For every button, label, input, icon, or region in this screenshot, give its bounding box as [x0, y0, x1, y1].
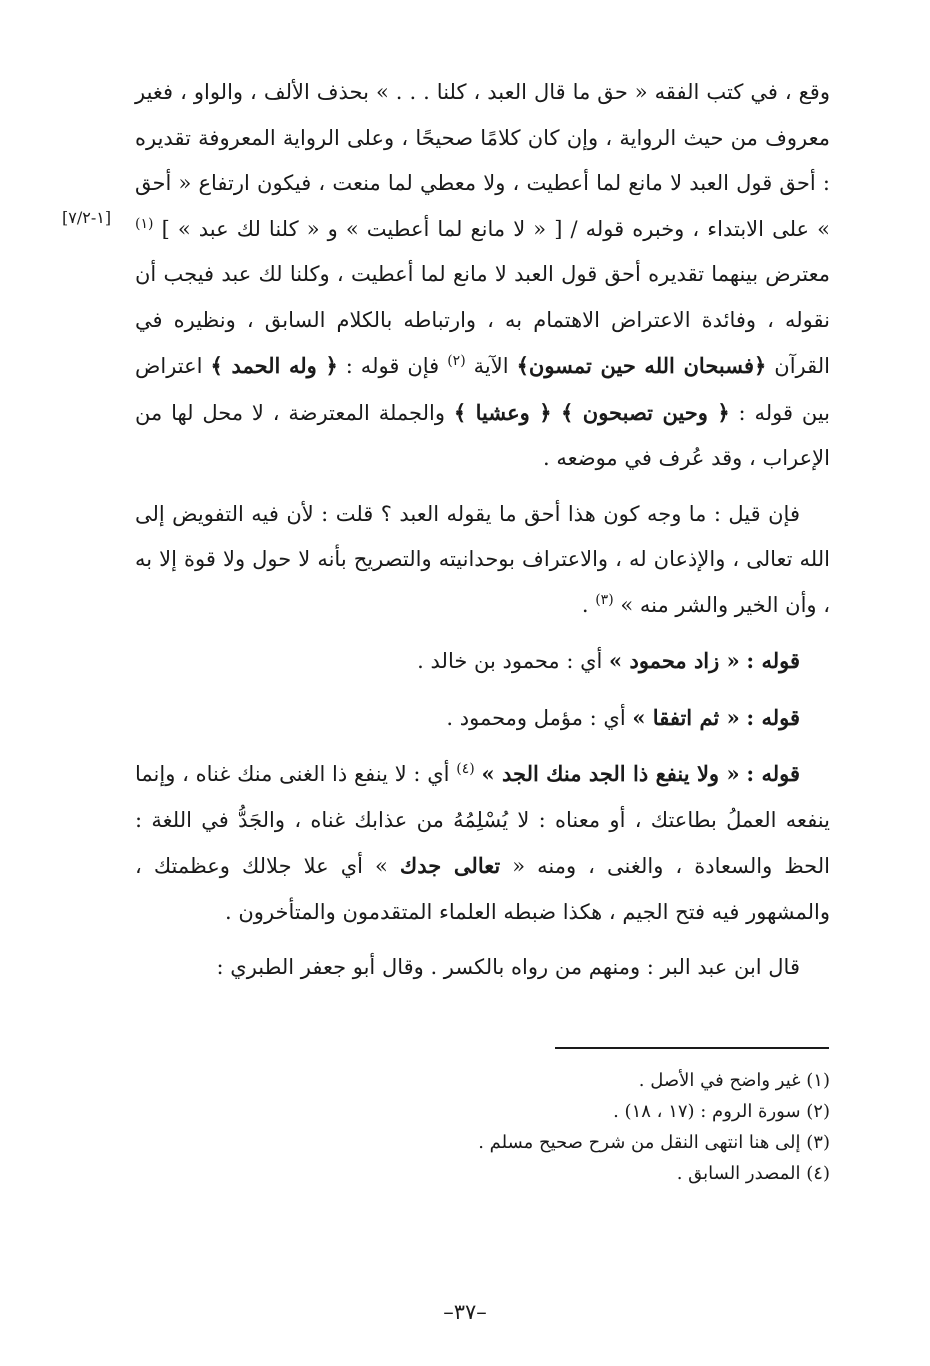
- main-text: [135, 70, 830, 991]
- footnote-3: (٣) إلى هنا انتهى النقل من شرح صحيح مسلم .: [478, 1132, 830, 1153]
- footnote-ref-3[interactable]: (٣): [595, 591, 614, 608]
- paragraph-4: قوله : « ثم اتفقا » أي : مؤمل ومحمود .: [446, 704, 800, 730]
- quran-quote: ﴿فسبحان الله حين تمسون﴾: [516, 353, 767, 378]
- paragraph-1: وقع ، في كتب الفقه « حق ما قال العبد ، كلنا . . . » بحذف الألف ، والواو ، فغير معروف من حيث الرواية ، وإن كان كلامًا صحيحًا ، وعلى الرواية المعروفة تقديره : أحق قول العبد لا مانع لما أعطيت ، ولا معطي لما منعت ، فيكون ارتفاع « أحق » على الابتداء ، وخبره قوله / [ « لا مانع لما أعطيت » و « كلنا لك عبد » ] $^{(١)}$ معترض بينهما تقديره أحق قول العبد لا مانع لما أعطيت ، وكلنا لك عبد فيجب أن نقوله ، وفائدة الاعتراض الاهتمام به ، وارتباطه بالكلام السابق ، ونظيره في القرآن ﴿فسبحان الله حين تمسون﴾ الآية $^{(٢)}$ فإن قوله : ﴿ وله الحمد ﴾ اعتراض بين قوله : ﴿ وحين تصبحون ﴾ ﴿ وعشيا ﴾ والجملة المعترضة ، لا محل لها من الإعراب ، وقد عُرف في موضعه .: [135, 80, 831, 470]
- hadith-quote: « ولا ينفع ذا الجد منك الجد »: [481, 761, 740, 786]
- hadith-quote: « زاد محمود »: [609, 648, 740, 673]
- footnote-4: (٤) المصدر السابق .: [676, 1163, 830, 1184]
- paragraph-6: قال ابن عبد البر : ومنهم من رواه بالكسر . وقال أبو جعفر الطبري :: [216, 955, 800, 979]
- footnote-ref-2[interactable]: (٢): [447, 353, 466, 369]
- paragraph-2: فإن قيل : ما وجه كون هذا أحق ما يقوله العبد ؟ قلت : لأن فيه التفويض إلى الله تعالى ، والإذعان له ، والاعتراف بوحدانيته والتصريح بأنه لا حول ولا قوة إلا به ، وأن الخير والشر منه » $^{(٣)}$ .: [135, 501, 830, 617]
- footnote-ref-4[interactable]: (٤): [456, 761, 475, 777]
- footnote-divider: [555, 1047, 829, 1049]
- paragraph-5: قوله : « ولا ينفع ذا الجد منك الجد » $^{(٤)}$ أي : لا ينفع ذا الغنى منك غناه ، وإنما ينفعه العملُ بطاعتك ، أو معناه : لا يُسْلِمُهُ من عذابك غناه ، والجَدُّ في اللغة : الحظ والسعادة ، والغنى ، ومنه « تعالى جدك » أي علا جلالك وعظمتك ، والمشهور فيه فتح الجيم ، هكذا ضبطه العلماء المتقدمون والمتأخرون .: [135, 761, 830, 924]
- footnote-1: (١) غير واضح في الأصل .: [638, 1070, 830, 1091]
- footnote-ref-1[interactable]: (١): [135, 215, 154, 232]
- quran-quote: ﴿ وحين تصبحون ﴾ ﴿ وعشيا ﴾: [453, 399, 730, 425]
- marginal-reference: [١-٧/٢]: [62, 208, 112, 227]
- paragraph-3: قوله : « زاد محمود » أي : محمود بن خالد .: [417, 648, 800, 673]
- footnote-2: (٢) سورة الروم : (١٧ ، ١٨) .: [613, 1101, 830, 1122]
- page-number: –٣٧–: [443, 1300, 487, 1324]
- quran-quote: ﴿ وله الحمد ﴾: [210, 353, 338, 378]
- footnotes: [190, 1065, 830, 1189]
- hadith-quote: « ثم اتفقا »: [632, 704, 740, 730]
